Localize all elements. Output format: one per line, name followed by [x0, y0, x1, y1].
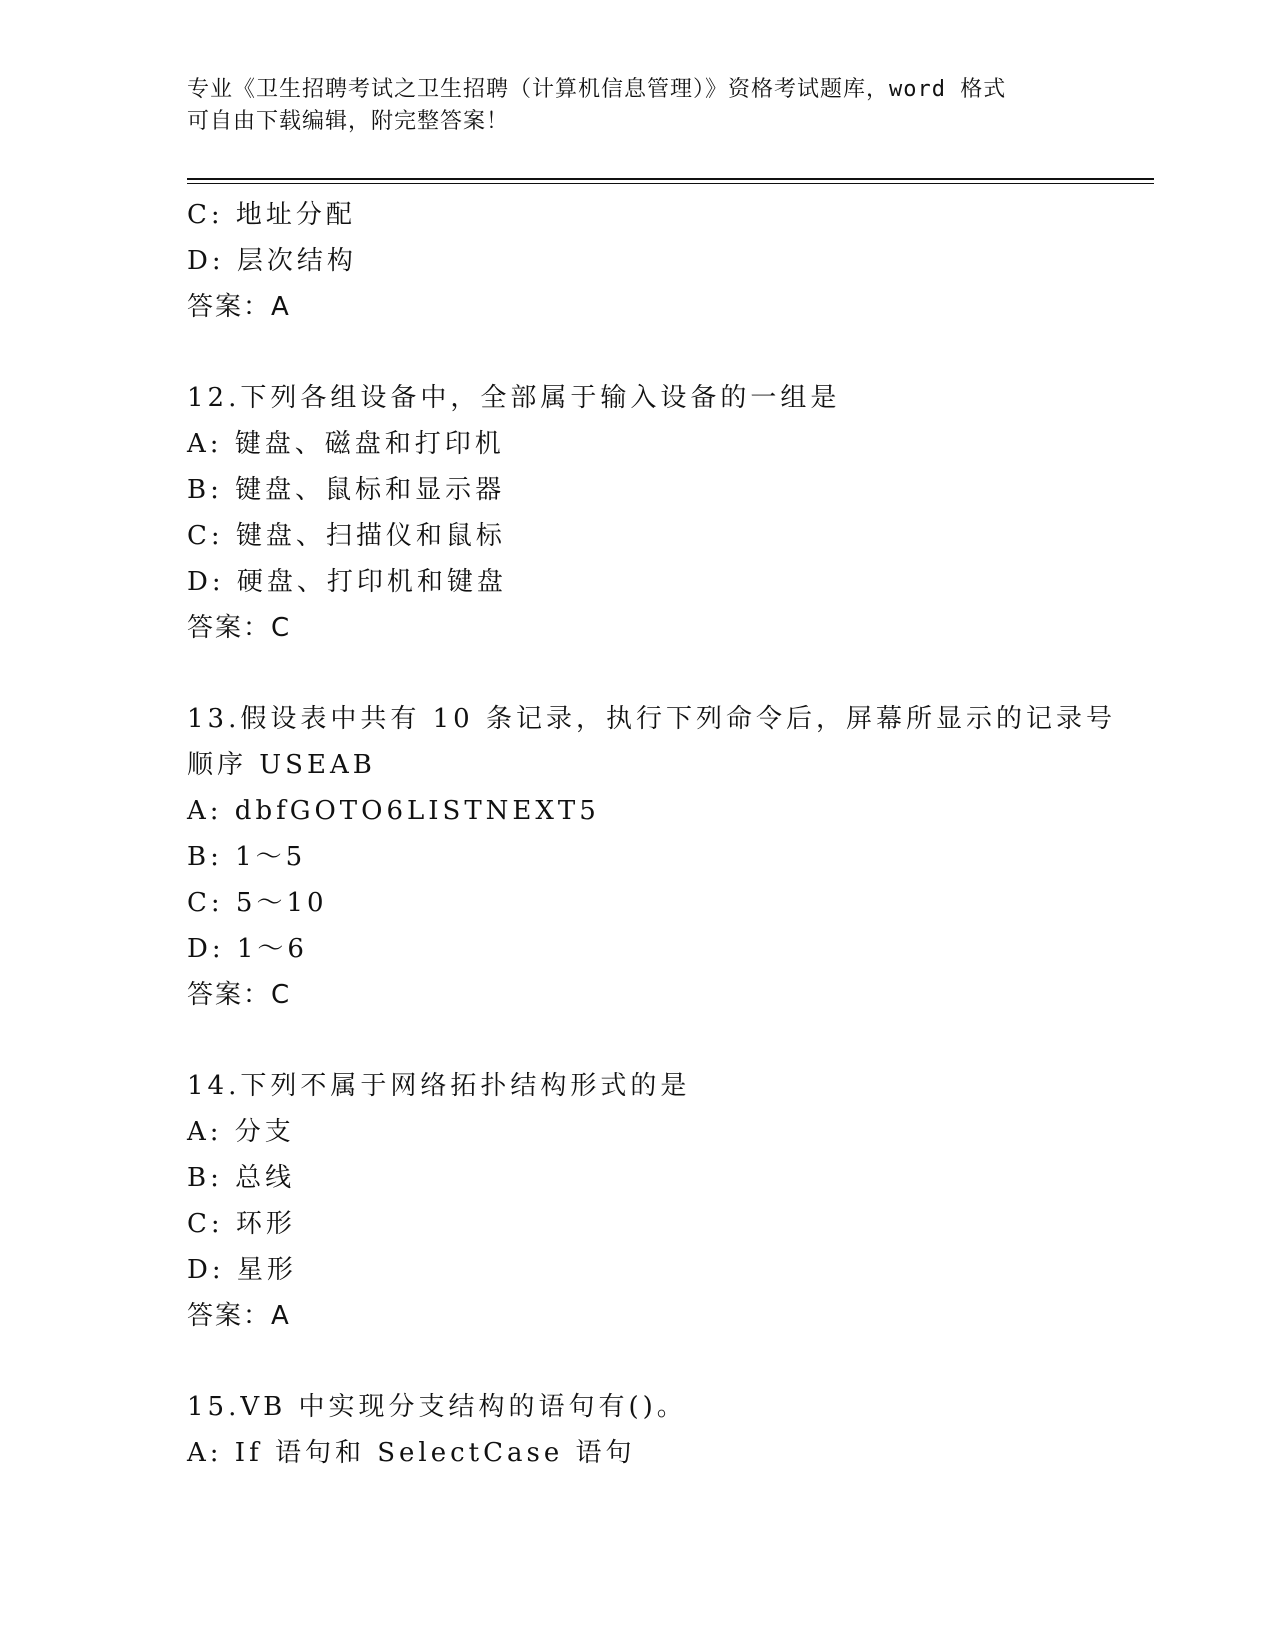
question-13-stem-line-2: 顺序 USEAB	[187, 750, 376, 780]
option-c: C: 地址分配	[187, 200, 356, 230]
question-13-stem-line-1: 13.假设表中共有 10 条记录，执行下列命令后，屏幕所显示的记录号	[187, 704, 1116, 734]
header-line-1: 专业《卫生招聘考试之卫生招聘（计算机信息管理）》资格考试题库，word 格式	[187, 77, 1007, 102]
option-d: D: 层次结构	[187, 246, 357, 276]
answer: 答案：A	[187, 292, 291, 322]
question-14-option-b: B: 总线	[187, 1163, 296, 1193]
question-14-answer: 答案：A	[187, 1301, 291, 1331]
question-14-option-a: A: 分支	[187, 1117, 295, 1147]
question-13-answer: 答案：C	[187, 980, 292, 1010]
header-line-2: 可自由下载编辑，附完整答案！	[187, 109, 510, 134]
question-list	[187, 192, 1116, 1476]
question-12-option-a: A: 键盘、磁盘和打印机	[187, 429, 505, 459]
header-divider-thick	[187, 178, 1154, 180]
question-13-option-b: B: 1～5	[187, 842, 307, 872]
question-12-answer: 答案：C	[187, 613, 292, 643]
question-13-option-a: A: dbfGOTO6LISTNEXT5	[187, 796, 600, 826]
question-14-option-d: D: 星形	[187, 1255, 297, 1285]
document-header	[187, 74, 1067, 138]
question-12-option-c: C: 键盘、扫描仪和鼠标	[187, 521, 506, 551]
question-15-option-a: A: If 语句和 SelectCase 语句	[187, 1438, 636, 1468]
question-15-stem: 15.VB 中实现分支结构的语句有()。	[187, 1392, 687, 1422]
question-12-option-b: B: 键盘、鼠标和显示器	[187, 475, 506, 505]
question-14-stem: 14.下列不属于网络拓扑结构形式的是	[187, 1071, 691, 1101]
question-14-option-c: C: 环形	[187, 1209, 296, 1239]
question-12-option-d: D: 硬盘、打印机和键盘	[187, 567, 507, 597]
header-divider-thin	[187, 183, 1154, 184]
question-13-option-d: D: 1～6	[187, 934, 308, 964]
question-12-stem: 12.下列各组设备中，全部属于输入设备的一组是	[187, 383, 841, 413]
question-13-option-c: C: 5～10	[187, 888, 328, 918]
